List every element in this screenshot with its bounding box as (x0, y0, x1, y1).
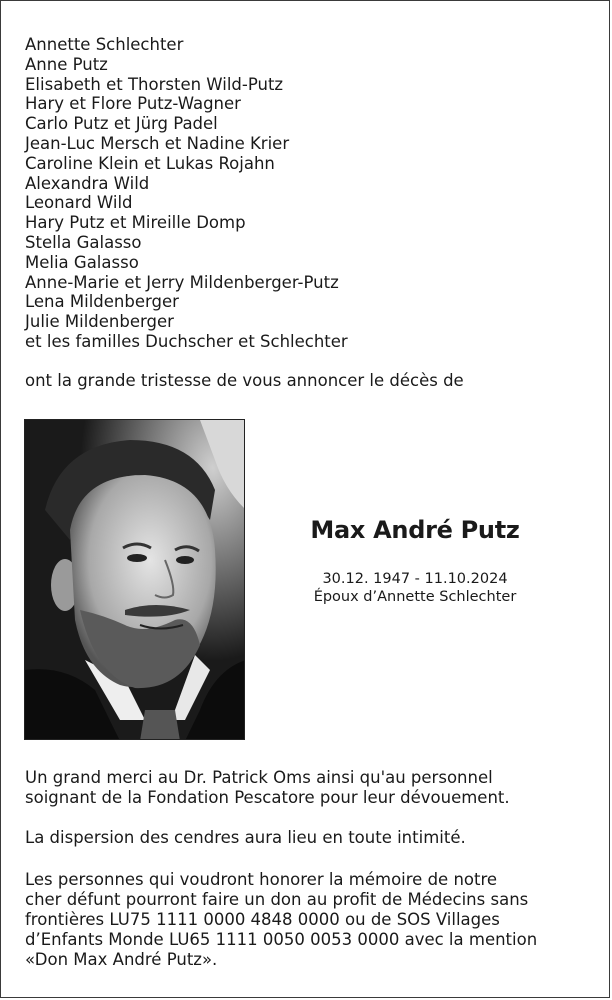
mourner-name: Julie Mildenberger (25, 312, 174, 332)
ceremony-paragraph: La dispersion des cendres aura lieu en toute intimité. (25, 828, 466, 847)
mourners-list (25, 35, 348, 352)
donation-line: frontières LU75 1111 0000 4848 0000 ou de SOS Villages (25, 910, 500, 929)
mourner-name: Melia Galasso (25, 252, 139, 272)
thanks-line: Un grand merci au Dr. Patrick Oms ainsi qu'au personnel (25, 768, 493, 787)
thanks-paragraph (25, 768, 585, 808)
mourner-name: Stella Galasso (25, 232, 142, 252)
mourner-name: Anne Putz (25, 54, 108, 74)
donation-line: «Don Max André Putz». (25, 950, 218, 969)
spouse-relation: Époux d’Annette Schlechter (313, 589, 517, 605)
mourner-name: Jean-Luc Mersch et Nadine Krier (25, 133, 290, 153)
mourner-name: Caroline Klein et Lukas Rojahn (25, 153, 275, 173)
announcement-text: ont la grande tristesse de vous annoncer le décès de (25, 371, 464, 390)
mourner-name: Leonard Wild (25, 193, 133, 213)
mourner-name: et les familles Duchscher et Schlechter (25, 331, 348, 351)
donation-line: d’Enfants Monde LU65 1111 0050 0053 0000 avec la mention (25, 930, 538, 949)
mourner-name: Alexandra Wild (25, 173, 150, 193)
portrait-photo (24, 419, 245, 740)
donation-line: cher défunt pourront faire un don au profit de Médecins sans (25, 890, 529, 909)
mourner-name: Annette Schlechter (25, 35, 184, 54)
mourner-name: Lena Mildenberger (25, 292, 179, 312)
donation-paragraph (25, 870, 585, 970)
deceased-details (250, 570, 580, 606)
thanks-line: soignant de la Fondation Pescatore pour leur dévouement. (25, 788, 510, 807)
portrait-image (25, 420, 245, 740)
mourner-name: Elisabeth et Thorsten Wild-Putz (25, 74, 284, 94)
donation-line: Les personnes qui voudront honorer la mémoire de notre (25, 870, 498, 889)
mourner-name: Carlo Putz et Jürg Padel (25, 114, 218, 134)
life-dates: 30.12. 1947 - 11.10.2024 (322, 571, 508, 587)
mourner-name: Hary et Flore Putz-Wagner (25, 94, 241, 114)
mourner-name: Hary Putz et Mireille Domp (25, 213, 246, 233)
mourner-name: Anne-Marie et Jerry Mildenberger-Putz (25, 272, 339, 292)
deceased-name: Max André Putz (310, 516, 520, 544)
